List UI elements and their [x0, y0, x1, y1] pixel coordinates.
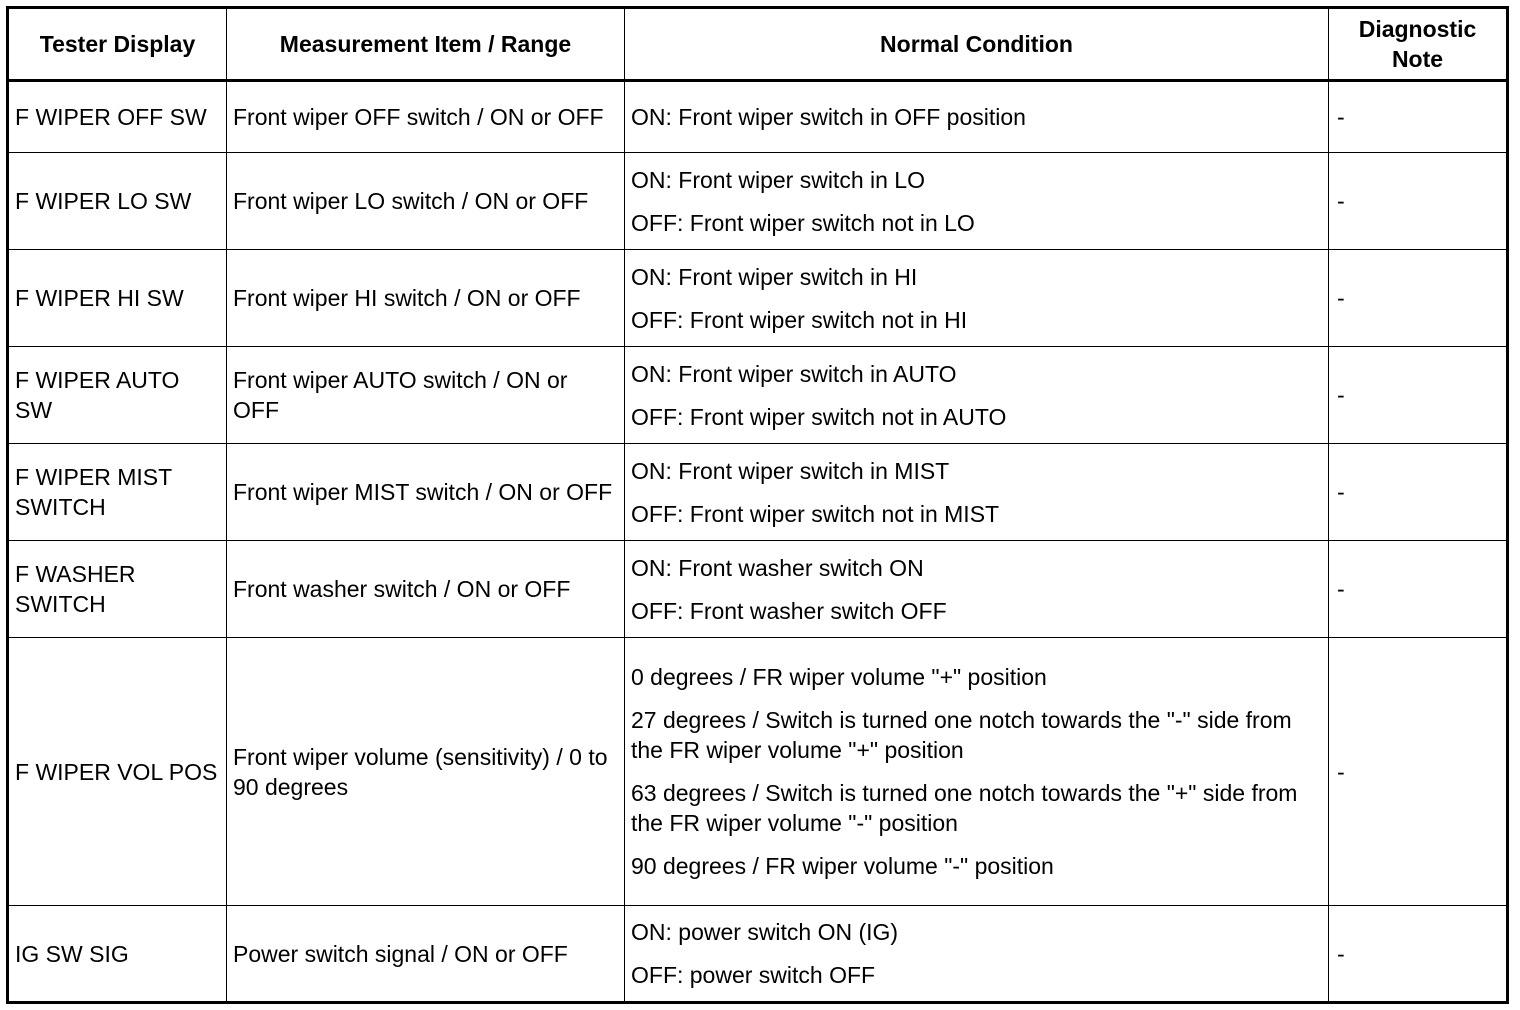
data-list-table	[6, 6, 1509, 1004]
table-row	[8, 444, 1508, 541]
cell-diagnostic-note: -	[1329, 638, 1508, 906]
condition-line: 90 degrees / FR wiper volume "-" position	[631, 853, 1054, 879]
condition-line: OFF: Front washer switch OFF	[631, 597, 947, 624]
condition-line: ON: Front washer switch ON	[631, 554, 924, 581]
condition-line: ON: Front wiper switch in OFF position	[631, 104, 1026, 130]
cell-tester-display: F WIPER LO SW	[8, 153, 227, 250]
cell-diagnostic-note: -	[1329, 81, 1508, 153]
table-row	[8, 906, 1508, 1003]
data-list-table-container	[6, 6, 1506, 1004]
cell-normal-condition	[625, 347, 1329, 444]
cell-measurement-item: Front wiper HI switch / ON or OFF	[227, 250, 625, 347]
cell-normal-condition	[625, 81, 1329, 153]
cell-tester-display: F WIPER VOL POS	[8, 638, 227, 906]
cell-measurement-item: Front washer switch / ON or OFF	[227, 541, 625, 638]
cell-measurement-item: Front wiper OFF switch / ON or OFF	[227, 81, 625, 153]
cell-measurement-item: Front wiper volume (sensitivity) / 0 to 90 degrees	[227, 638, 625, 906]
condition-line: OFF: Front wiper switch not in HI	[631, 306, 968, 333]
condition-line: 27 degrees / Switch is turned one notch towards the "-" side from the FR wiper volume "+" position	[631, 707, 1292, 763]
cell-normal-condition	[625, 638, 1329, 906]
header-diagnostic-note-line-2: Note	[1391, 46, 1444, 72]
cell-diagnostic-note: -	[1329, 347, 1508, 444]
header-diagnostic-note-line-1: Diagnostic	[1358, 16, 1477, 42]
cell-tester-display: F WIPER MIST SWITCH	[8, 444, 227, 541]
cell-measurement-item: Front wiper LO switch / ON or OFF	[227, 153, 625, 250]
cell-diagnostic-note: -	[1329, 444, 1508, 541]
header-diagnostic-note	[1329, 8, 1508, 81]
condition-line: ON: Front wiper switch in AUTO	[631, 360, 957, 387]
table-header-row	[8, 8, 1508, 81]
header-tester-display: Tester Display	[8, 8, 227, 81]
cell-normal-condition	[625, 250, 1329, 347]
table-body	[8, 81, 1508, 1003]
cell-tester-display: F WASHER SWITCH	[8, 541, 227, 638]
cell-normal-condition	[625, 444, 1329, 541]
cell-measurement-item: Power switch signal / ON or OFF	[227, 906, 625, 1003]
table-row	[8, 347, 1508, 444]
cell-diagnostic-note: -	[1329, 250, 1508, 347]
table-row	[8, 541, 1508, 638]
condition-line: OFF: Front wiper switch not in AUTO	[631, 403, 1007, 430]
condition-line: 0 degrees / FR wiper volume "+" position	[631, 664, 1047, 690]
condition-line: ON: Front wiper switch in LO	[631, 166, 925, 193]
condition-line: OFF: Front wiper switch not in LO	[631, 209, 975, 236]
condition-line: 63 degrees / Switch is turned one notch towards the "+" side from the FR wiper volume "-" position	[631, 780, 1298, 836]
table-row	[8, 81, 1508, 153]
condition-line: ON: power switch ON (IG)	[631, 919, 899, 945]
condition-line: ON: Front wiper switch in MIST	[631, 457, 950, 484]
cell-tester-display: IG SW SIG	[8, 906, 227, 1003]
cell-tester-display: F WIPER AUTO SW	[8, 347, 227, 444]
cell-normal-condition	[625, 541, 1329, 638]
cell-diagnostic-note: -	[1329, 541, 1508, 638]
cell-diagnostic-note: -	[1329, 153, 1508, 250]
condition-line: OFF: power switch OFF	[631, 962, 876, 988]
header-measurement-item: Measurement Item / Range	[227, 8, 625, 81]
cell-measurement-item: Front wiper MIST switch / ON or OFF	[227, 444, 625, 541]
condition-line: OFF: Front wiper switch not in MIST	[631, 500, 1000, 527]
table-row	[8, 250, 1508, 347]
table-row	[8, 153, 1508, 250]
cell-diagnostic-note: -	[1329, 906, 1508, 1003]
cell-tester-display: F WIPER HI SW	[8, 250, 227, 347]
cell-measurement-item: Front wiper AUTO switch / ON or OFF	[227, 347, 625, 444]
cell-tester-display: F WIPER OFF SW	[8, 81, 227, 153]
table-row	[8, 638, 1508, 906]
header-normal-condition: Normal Condition	[625, 8, 1329, 81]
cell-normal-condition	[625, 153, 1329, 250]
condition-line: ON: Front wiper switch in HI	[631, 263, 918, 290]
cell-normal-condition	[625, 906, 1329, 1003]
